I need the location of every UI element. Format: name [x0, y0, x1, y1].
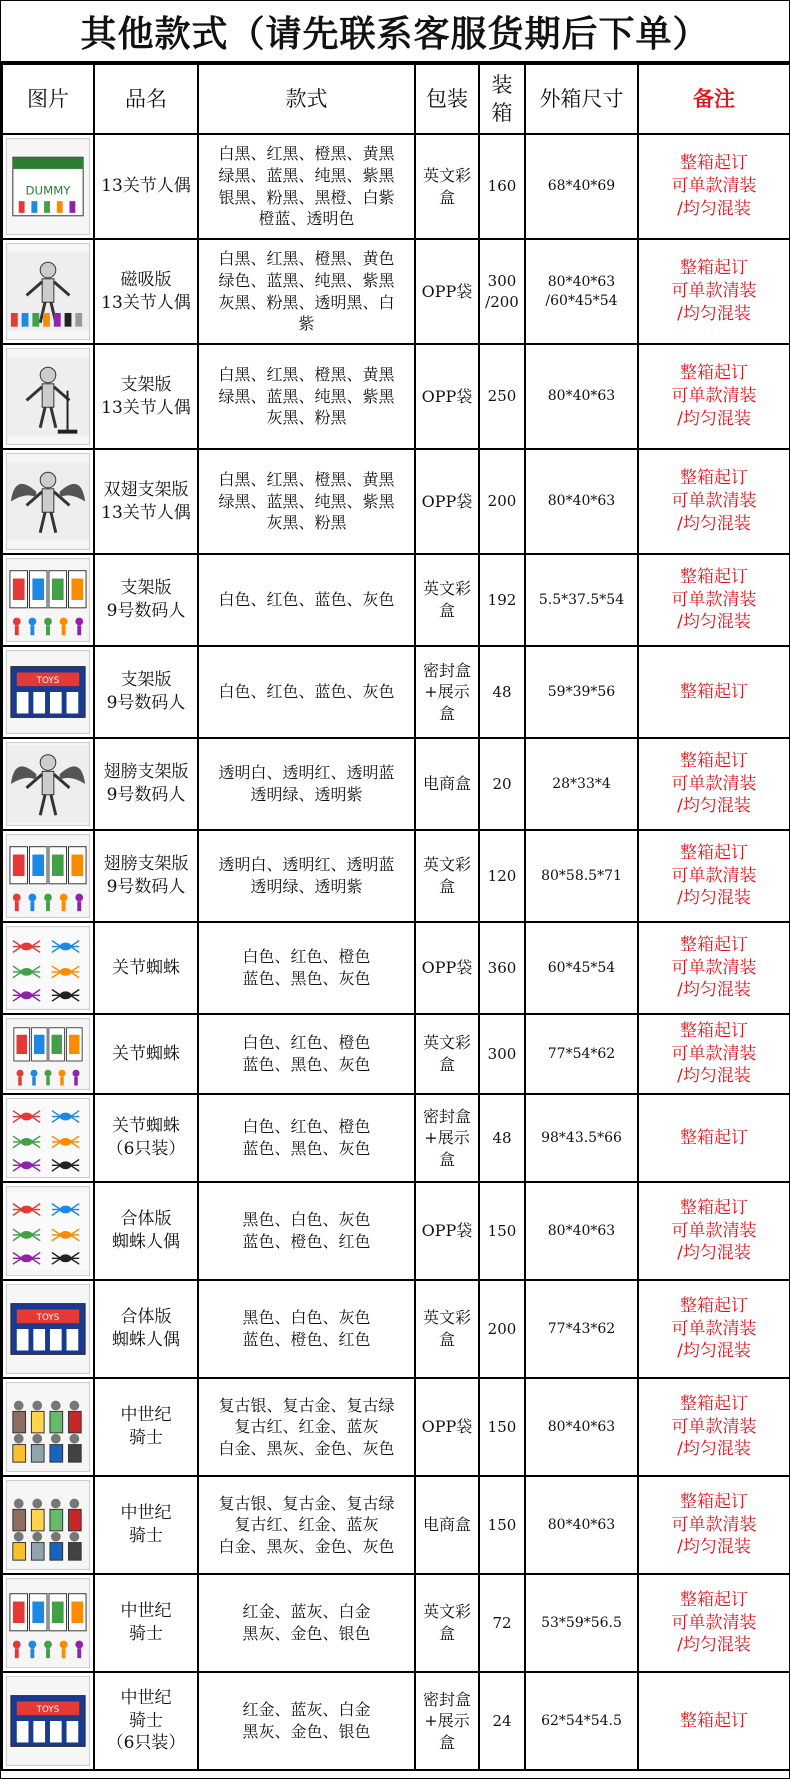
product-size: 62*54*54.5 [525, 1672, 638, 1770]
product-image [2, 646, 94, 738]
product-qty: 200 [479, 449, 525, 554]
product-qty: 360 [479, 922, 525, 1014]
product-style: 白色、红色、蓝色、灰色 [198, 554, 415, 646]
product-note: 整箱起订 可单款清装 /均匀混装 [638, 922, 790, 1014]
product-qty: 150 [479, 1378, 525, 1476]
product-thumbnail-icon [6, 1018, 90, 1090]
product-thumbnail-icon [6, 1480, 90, 1570]
product-name: 翅膀支架版 9号数码人 [94, 738, 198, 830]
product-style: 复古银、复古金、复古绿 复古红、红金、蓝灰 白金、黑灰、金色、灰色 [198, 1476, 415, 1574]
product-pack: OPP袋 [415, 449, 479, 554]
product-name: 关节蜘蛛 [94, 1014, 198, 1094]
table-row [2, 1672, 790, 1770]
table-header-row [2, 64, 790, 134]
product-size: 80*40*63 [525, 1182, 638, 1280]
table-row [2, 1574, 790, 1672]
product-image [2, 922, 94, 1014]
product-thumbnail-icon [6, 1578, 90, 1668]
product-pack: 英文彩 盒 [415, 1574, 479, 1672]
product-pack: 英文彩 盒 [415, 830, 479, 922]
product-note: 整箱起订 可单款清装 /均匀混装 [638, 738, 790, 830]
product-style: 白黑、红黑、橙黑、黄黑 绿黑、蓝黑、纯黑、紫黑 银黑、粉黑、黑橙、白紫 橙蓝、透明色 [198, 134, 415, 239]
product-qty: 300 [479, 1014, 525, 1094]
product-table [1, 63, 790, 1771]
product-name: 中世纪 骑士 [94, 1574, 198, 1672]
product-name: 支架版 9号数码人 [94, 646, 198, 738]
product-qty: 120 [479, 830, 525, 922]
product-qty: 250 [479, 344, 525, 449]
product-qty: 150 [479, 1182, 525, 1280]
product-qty: 20 [479, 738, 525, 830]
product-pack: OPP袋 [415, 1182, 479, 1280]
product-qty: 160 [479, 134, 525, 239]
product-size: 28*33*4 [525, 738, 638, 830]
product-note: 整箱起订 可单款清装 /均匀混装 [638, 134, 790, 239]
product-pack: 密封盒 +展示盒 [415, 1094, 479, 1182]
product-size: 53*59*56.5 [525, 1574, 638, 1672]
product-name: 中世纪 骑士 [94, 1476, 198, 1574]
table-row [2, 738, 790, 830]
product-image [2, 554, 94, 646]
table-row [2, 830, 790, 922]
product-size: 80*40*63 [525, 1476, 638, 1574]
table-row [2, 1014, 790, 1094]
product-note: 整箱起订 可单款清装 /均匀混装 [638, 239, 790, 344]
product-style: 白色、红色、蓝色、灰色 [198, 646, 415, 738]
product-name: 关节蜘蛛 （6只装） [94, 1094, 198, 1182]
product-thumbnail-icon [6, 926, 90, 1010]
product-size: 60*45*54 [525, 922, 638, 1014]
table-row [2, 1182, 790, 1280]
product-qty: 72 [479, 1574, 525, 1672]
product-note: 整箱起订 [638, 1094, 790, 1182]
product-thumbnail-icon [6, 834, 90, 918]
header-qty: 装 箱 [479, 64, 525, 134]
svg-text:TOYS: TOYS [36, 1705, 60, 1716]
product-qty: 200 [479, 1280, 525, 1378]
product-style: 白色、红色、橙色 蓝色、黑色、灰色 [198, 1014, 415, 1094]
header-pack: 包装 [415, 64, 479, 134]
table-row [2, 134, 790, 239]
product-name: 合体版 蜘蛛人偶 [94, 1280, 198, 1378]
product-name: 13关节人偶 [94, 134, 198, 239]
page-title: 其他款式（请先联系客服货期后下单） [1, 1, 789, 63]
product-pack: 密封盒 +展示盒 [415, 646, 479, 738]
header-style: 款式 [198, 64, 415, 134]
header-size: 外箱尺寸 [525, 64, 638, 134]
product-style: 红金、蓝灰、白金 黑灰、金色、银色 [198, 1574, 415, 1672]
product-image [2, 134, 94, 239]
product-pack: 英文彩 盒 [415, 134, 479, 239]
header-note: 备注 [638, 64, 790, 134]
product-name: 支架版 13关节人偶 [94, 344, 198, 449]
product-size: 68*40*69 [525, 134, 638, 239]
product-note: 整箱起订 可单款清装 /均匀混装 [638, 1476, 790, 1574]
product-size: 80*40*63 [525, 449, 638, 554]
product-name: 双翅支架版 13关节人偶 [94, 449, 198, 554]
product-thumbnail-icon [6, 138, 90, 235]
product-image [2, 1672, 94, 1770]
product-thumbnail-icon [6, 1098, 90, 1178]
product-image [2, 738, 94, 830]
product-image [2, 830, 94, 922]
product-style: 透明白、透明红、透明蓝 透明绿、透明紫 [198, 738, 415, 830]
product-image [2, 1182, 94, 1280]
product-pack: 英文彩 盒 [415, 1280, 479, 1378]
table-row [2, 922, 790, 1014]
table-row [2, 449, 790, 554]
product-style: 透明白、透明红、透明蓝 透明绿、透明紫 [198, 830, 415, 922]
product-image [2, 1094, 94, 1182]
product-image [2, 449, 94, 554]
product-size: 77*54*62 [525, 1014, 638, 1094]
table-row [2, 1476, 790, 1574]
product-qty: 300 /200 [479, 239, 525, 344]
product-image [2, 239, 94, 344]
product-style: 白黑、红黑、橙黑、黄黑 绿黑、蓝黑、纯黑、紫黑 灰黑、粉黑 [198, 344, 415, 449]
product-thumbnail-icon [6, 348, 90, 445]
table-row [2, 1378, 790, 1476]
svg-text:TOYS: TOYS [36, 676, 60, 687]
product-name: 合体版 蜘蛛人偶 [94, 1182, 198, 1280]
product-style: 黑色、白色、灰色 蓝色、橙色、红色 [198, 1182, 415, 1280]
header-name: 品名 [94, 64, 198, 134]
header-image: 图片 [2, 64, 94, 134]
product-pack: OPP袋 [415, 344, 479, 449]
product-style: 黑色、白色、灰色 蓝色、橙色、红色 [198, 1280, 415, 1378]
product-note: 整箱起订 可单款清装 /均匀混装 [638, 449, 790, 554]
product-thumbnail-icon [6, 1284, 90, 1374]
product-pack: 英文彩 盒 [415, 1014, 479, 1094]
svg-text:TOYS: TOYS [36, 1313, 60, 1324]
product-pack: OPP袋 [415, 1378, 479, 1476]
product-name: 中世纪 骑士 （6只装） [94, 1672, 198, 1770]
product-thumbnail-icon [6, 243, 90, 340]
table-row [2, 554, 790, 646]
product-style: 白黑、红黑、橙黑、黄色 绿色、蓝黑、纯黑、紫黑 灰黑、粉黑、透明黑、白 紫 [198, 239, 415, 344]
product-note: 整箱起订 可单款清装 /均匀混装 [638, 1182, 790, 1280]
product-image [2, 1574, 94, 1672]
product-style: 红金、蓝灰、白金 黑灰、金色、银色 [198, 1672, 415, 1770]
product-pack: 电商盒 [415, 1476, 479, 1574]
product-name: 磁吸版 13关节人偶 [94, 239, 198, 344]
product-image [2, 1476, 94, 1574]
product-image [2, 344, 94, 449]
product-size: 5.5*37.5*54 [525, 554, 638, 646]
product-size: 80*40*63 /60*45*54 [525, 239, 638, 344]
product-image [2, 1378, 94, 1476]
product-qty: 48 [479, 646, 525, 738]
product-pack: 英文彩 盒 [415, 554, 479, 646]
product-thumbnail-icon [6, 558, 90, 642]
product-pack: OPP袋 [415, 922, 479, 1014]
table-row [2, 344, 790, 449]
product-thumbnail-icon [6, 1382, 90, 1472]
table-row [2, 1094, 790, 1182]
product-thumbnail-icon [6, 650, 90, 734]
product-style: 白黑、红黑、橙黑、黄黑 绿黑、蓝黑、纯黑、紫黑 灰黑、粉黑 [198, 449, 415, 554]
product-size: 80*40*63 [525, 344, 638, 449]
table-row [2, 239, 790, 344]
product-note: 整箱起订 [638, 646, 790, 738]
product-note: 整箱起订 [638, 1672, 790, 1770]
product-note: 整箱起订 可单款清装 /均匀混装 [638, 1574, 790, 1672]
product-thumbnail-icon [6, 1676, 90, 1766]
product-pack: 电商盒 [415, 738, 479, 830]
product-note: 整箱起订 可单款清装 /均匀混装 [638, 830, 790, 922]
product-note: 整箱起订 可单款清装 /均匀混装 [638, 554, 790, 646]
product-size: 98*43.5*66 [525, 1094, 638, 1182]
product-style: 复古银、复古金、复古绿 复古红、红金、蓝灰 白金、黑灰、金色、灰色 [198, 1378, 415, 1476]
product-qty: 150 [479, 1476, 525, 1574]
product-thumbnail-icon [6, 453, 90, 550]
product-thumbnail-icon [6, 742, 90, 826]
product-pack: OPP袋 [415, 239, 479, 344]
product-qty: 192 [479, 554, 525, 646]
product-name: 关节蜘蛛 [94, 922, 198, 1014]
product-size: 80*40*63 [525, 1378, 638, 1476]
product-qty: 48 [479, 1094, 525, 1182]
product-note: 整箱起订 可单款清装 /均匀混装 [638, 344, 790, 449]
product-size: 59*39*56 [525, 646, 638, 738]
product-name: 翅膀支架版 9号数码人 [94, 830, 198, 922]
product-thumbnail-icon [6, 1186, 90, 1276]
product-pack: 密封盒 +展示盒 [415, 1672, 479, 1770]
table-row [2, 646, 790, 738]
product-image [2, 1280, 94, 1378]
product-qty: 24 [479, 1672, 525, 1770]
product-note: 整箱起订 可单款清装 /均匀混装 [638, 1378, 790, 1476]
product-note: 整箱起订 可单款清装 /均匀混装 [638, 1280, 790, 1378]
product-style: 白色、红色、橙色 蓝色、黑色、灰色 [198, 1094, 415, 1182]
product-note: 整箱起订 可单款清装 /均匀混装 [638, 1014, 790, 1094]
product-size: 77*43*62 [525, 1280, 638, 1378]
svg-text:DUMMY: DUMMY [25, 183, 71, 198]
product-style: 白色、红色、橙色 蓝色、黑色、灰色 [198, 922, 415, 1014]
product-name: 支架版 9号数码人 [94, 554, 198, 646]
table-row [2, 1280, 790, 1378]
product-image [2, 1014, 94, 1094]
product-name: 中世纪 骑士 [94, 1378, 198, 1476]
product-size: 80*58.5*71 [525, 830, 638, 922]
